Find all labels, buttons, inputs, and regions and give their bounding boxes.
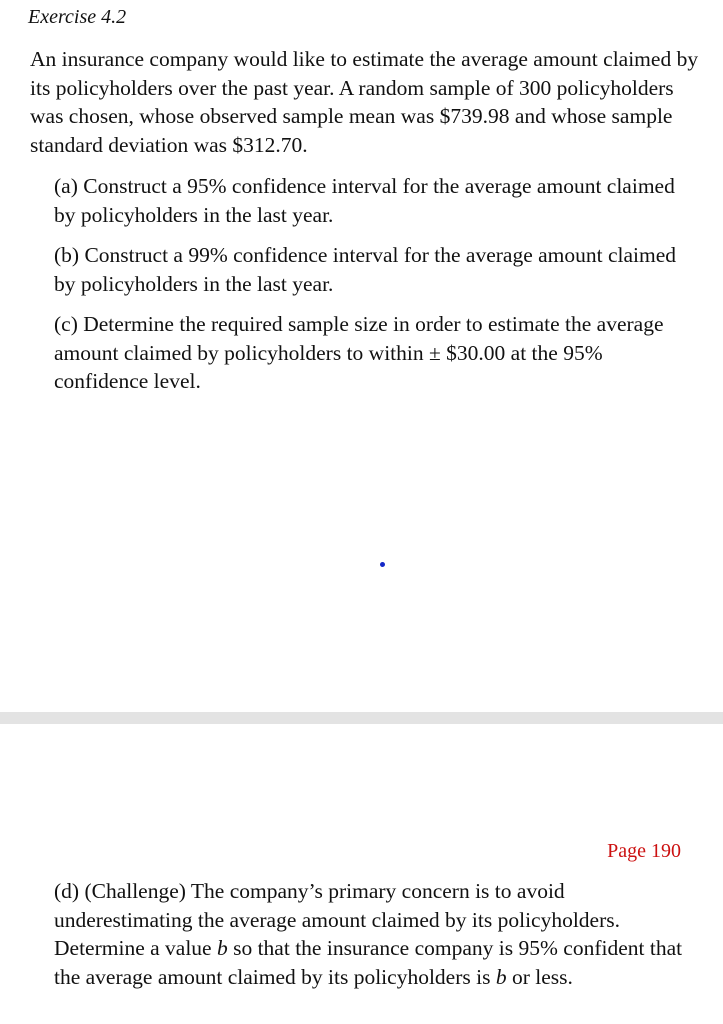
page-number: Page 190 [607,840,681,862]
variable-b: b [216,936,228,960]
exercise-part-b: (b) Construct a 99% confidence interval for the average amount claimed by policyholders in the last year. [54,243,677,296]
page-divider [0,712,723,724]
part-d-text-middle: so that the insurance company is 95% confident that the average amount claimed by its policyholders is [54,936,683,989]
exercise-title: Exercise 4.2 [28,6,127,28]
exercise-part-a: (a) Construct a 95% confidence interval for the average amount claimed by policyholders in the last year. [54,174,675,227]
variable-b-second: b [495,964,507,989]
exercise-part-c: (c) Determine the required sample size in order to estimate the average amount claimed by policyholders to within ± $30.00 at the 95% confidence level. [54,312,664,393]
page-lower [0,724,723,1024]
cursor-dot [380,562,385,567]
exercise-intro-paragraph: An insurance company would like to estimate the average amount claimed by its policyholders over the past year. A random sample of 300 policyholders was chosen, whose observed sample mean was $739.98 and whose sample standard deviation was $312.70. [30,47,699,157]
part-d-text-start: (d) (Challenge) The company’s primary concern is to avoid underestimating the average amount claimed by its policyholders. Determine a value [54,879,621,960]
exercise-part-d [54,877,694,991]
part-d-text-end: or less. [506,964,573,989]
